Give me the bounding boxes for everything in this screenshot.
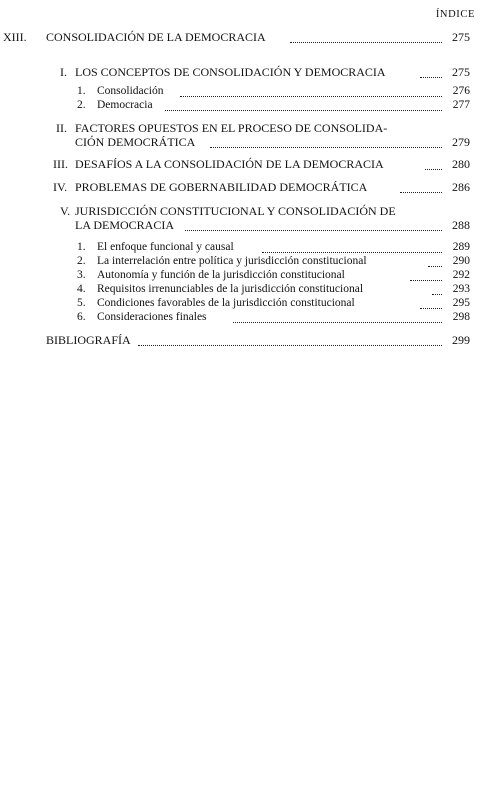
toc-entry-subsection-v-1: [0, 241, 470, 254]
dot-leader: [432, 293, 442, 295]
dot-leader: [165, 109, 442, 111]
section-number: II.: [56, 121, 67, 135]
section-number: V.: [60, 204, 71, 218]
toc-entry-section-iv: [0, 181, 470, 194]
toc-entry-subsection-v-3: [0, 269, 470, 282]
toc-entry-bibliography: [0, 334, 470, 347]
bibliography-title-text: BIBLIOGRAFÍA: [46, 333, 131, 347]
section-title: [75, 66, 388, 79]
dot-leader: [233, 321, 442, 323]
section-number: IV.: [53, 180, 68, 194]
section-title-text: LOS CONCEPTOS DE CONSOLIDACIÓN Y DEMOCRACIA: [75, 65, 386, 79]
dot-leader: [425, 168, 442, 170]
chapter-number: XIII.: [3, 30, 27, 44]
dot-leader: [210, 146, 442, 148]
dot-leader: [180, 95, 442, 97]
dot-leader: [262, 251, 442, 253]
section-number: III.: [53, 157, 68, 171]
dot-leader: [410, 279, 442, 281]
dot-leader: [138, 344, 442, 346]
subsection-title-text: El enfoque funcional y causal: [97, 241, 234, 253]
section-title-line-1: FACTORES OPUESTOS EN EL PROCESO DE CONSOLIDA-: [75, 121, 388, 135]
running-head: ÍNDICE: [435, 9, 475, 20]
page-number: 293: [452, 283, 470, 295]
subsection-number: 2.: [77, 255, 86, 267]
subsection-title-text: Consolidación: [97, 85, 164, 97]
dot-leader: [290, 41, 442, 43]
subsection-title-text: Condiciones favorables de la jurisdicción constitucional: [97, 297, 355, 309]
page-number: 290: [452, 255, 470, 267]
dot-leader: [400, 191, 442, 193]
toc-entry-section-v: [0, 205, 470, 233]
page-number: 295: [452, 297, 470, 309]
subsection-title: [97, 255, 369, 268]
subsection-title-text: Democracia: [97, 99, 153, 111]
subsection-number: 6.: [77, 311, 86, 323]
subsection-title-text: Consideraciones finales: [97, 311, 207, 323]
toc-entry-subsection-v-6: [0, 311, 470, 324]
subsection-title: [97, 283, 365, 296]
subsection-number: 4.: [77, 283, 86, 295]
page-number: 292: [452, 269, 470, 281]
section-title-text: CIÓN DEMOCRÁTICA: [75, 135, 196, 149]
section-title-text: LA DEMOCRACIA: [75, 218, 175, 232]
section-title-text: PROBLEMAS DE GOBERNABILIDAD DEMOCRÁTICA: [75, 180, 368, 194]
toc-entry-subsection-v-2: [0, 255, 470, 268]
section-title-line-2: [75, 136, 197, 149]
section-number: I.: [60, 65, 67, 79]
dot-leader: [428, 265, 442, 267]
section-title-line-2: [75, 219, 176, 232]
toc-entry-subsection-v-4: [0, 283, 470, 296]
page-number: 280: [452, 157, 470, 171]
subsection-number: 1.: [77, 241, 86, 253]
subsection-title: [97, 311, 209, 324]
subsection-title: [97, 99, 155, 112]
page-number: 276: [452, 85, 470, 97]
dot-leader: [420, 307, 442, 309]
subsection-title: [97, 297, 357, 310]
page-number: 275: [452, 30, 470, 44]
section-title: [75, 158, 386, 171]
toc-entry-subsection-i-1: [0, 85, 470, 98]
page-number: 277: [452, 99, 470, 111]
toc-entry-subsection-i-2: [0, 99, 470, 112]
page-number: 288: [452, 218, 470, 232]
subsection-title-text: Autonomía y función de la jurisdicción constitucional: [97, 269, 345, 281]
page-number: 299: [452, 333, 470, 347]
subsection-number: 2.: [77, 99, 86, 111]
page-number: 286: [452, 180, 470, 194]
page-number: 275: [452, 65, 470, 79]
subsection-title: [97, 241, 236, 254]
toc-entry-subsection-v-5: [0, 297, 470, 310]
dot-leader: [420, 76, 442, 78]
section-title-line-1: JURISDICCIÓN CONSTITUCIONAL Y CONSOLIDACIÓN DE: [75, 204, 396, 218]
subsection-title: [97, 85, 165, 98]
subsection-title-text: La interrelación entre política y jurisdicción constitucional: [97, 255, 367, 267]
subsection-number: 3.: [77, 269, 86, 281]
chapter-title-text: CONSOLIDACIÓN DE LA DEMOCRACIA: [46, 30, 266, 44]
subsection-number: 5.: [77, 297, 86, 309]
toc-entry-chapter-xiii: [0, 31, 470, 44]
toc-entry-section-ii: [0, 122, 470, 150]
section-title-text: DESAFÍOS A LA CONSOLIDACIÓN DE LA DEMOCRACIA: [75, 157, 384, 171]
subsection-title-text: Requisitos irrenunciables de la jurisdicción constitucional: [97, 283, 364, 295]
section-title: [75, 181, 369, 194]
subsection-title: [97, 269, 347, 282]
chapter-title: [46, 31, 268, 44]
bibliography-title: [46, 334, 133, 347]
page-number: 289: [452, 241, 470, 253]
dot-leader: [185, 229, 442, 231]
toc-entry-section-i: [0, 66, 470, 79]
subsection-number: 1.: [77, 85, 86, 97]
toc-entry-section-iii: [0, 158, 470, 171]
page-number: 298: [452, 311, 470, 323]
page-number: 279: [452, 135, 470, 149]
